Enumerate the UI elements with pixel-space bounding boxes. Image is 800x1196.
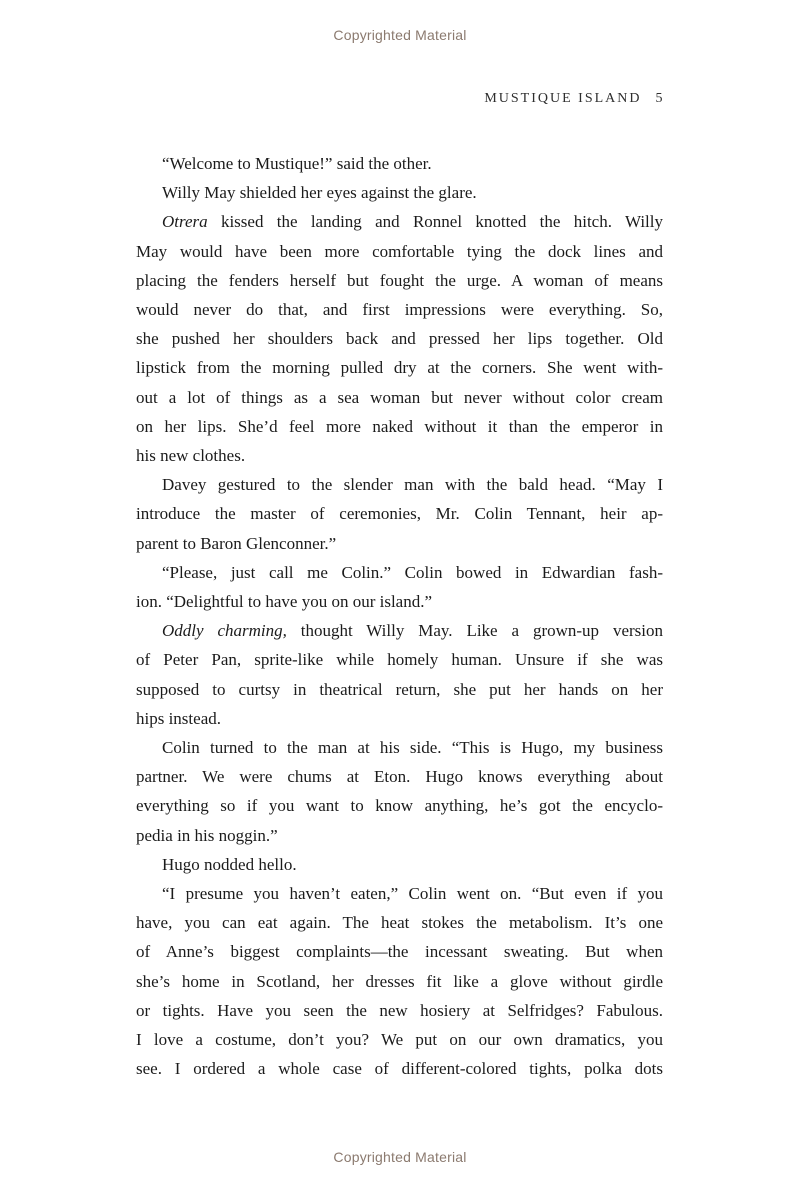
text-segment: hips instead. — [136, 708, 221, 728]
text-segment: kissed the landing and Ronnel knotted the hitch. Willy — [207, 212, 663, 232]
italic-text: Otrera — [162, 212, 208, 232]
text-line — [136, 207, 663, 236]
copyright-notice-bottom: Copyrighted Material — [333, 1149, 467, 1165]
text-segment: Willy May shielded her eyes against the glare. — [162, 183, 477, 203]
text-line — [136, 1054, 663, 1083]
body-text — [136, 149, 663, 1084]
text-segment: introduce the master of ceremonies, Mr. Colin Tennant, heir ap- — [136, 504, 663, 524]
text-line — [136, 499, 663, 528]
text-line — [136, 266, 663, 295]
text-segment: “Welcome to Mustique!” said the other. — [162, 154, 432, 173]
text-line — [136, 441, 663, 470]
running-header — [136, 91, 663, 107]
text-line — [136, 879, 663, 908]
text-segment: his new clothes. — [136, 446, 246, 466]
text-line — [136, 616, 663, 645]
text-segment: of Anne’s biggest complaints—the incessant sweating. But when — [136, 942, 663, 962]
text-line — [136, 821, 663, 850]
text-segment: thought Willy May. Like a grown-up version — [286, 621, 663, 641]
text-segment: placing the fenders herself but fought the urge. A woman of means — [136, 270, 663, 290]
paragraph — [136, 558, 663, 616]
paragraph — [136, 850, 663, 879]
text-line — [136, 850, 663, 879]
text-line — [136, 412, 663, 441]
paragraph — [136, 178, 663, 207]
text-line — [136, 733, 663, 762]
text-line — [136, 587, 663, 616]
text-segment: or tights. Have you seen the new hosiery at Selfridges? Fabulous. — [136, 1000, 663, 1020]
paragraph — [136, 616, 663, 733]
text-segment: lipstick from the morning pulled dry at the corners. She went with- — [136, 358, 663, 378]
text-segment: of Peter Pan, sprite-like while homely human. Unsure if she was — [136, 650, 663, 670]
text-line — [136, 353, 663, 382]
text-segment: “Please, just call me Colin.” Colin bowed in Edwardian fash- — [162, 562, 663, 582]
text-line — [136, 383, 663, 412]
text-segment: supposed to curtsy in theatrical return, she put her hands on her — [136, 679, 663, 699]
text-segment: would never do that, and first impressions were everything. So, — [136, 300, 663, 320]
text-segment: she pushed her shoulders back and pressed her lips together. Old — [136, 329, 663, 349]
italic-text: Oddly charming, — [162, 621, 287, 641]
text-segment: I love a costume, don’t you? We put on our own dramatics, you — [136, 1030, 663, 1050]
paragraph — [136, 470, 663, 558]
text-segment: have, you can eat again. The heat stokes the metabolism. It’s one — [136, 913, 663, 933]
text-line — [136, 675, 663, 704]
text-line — [136, 762, 663, 791]
text-line — [136, 558, 663, 587]
copyright-notice-top: Copyrighted Material — [333, 27, 467, 43]
text-segment: partner. We were chums at Eton. Hugo knows everything about — [136, 767, 663, 787]
text-segment: she’s home in Scotland, her dresses fit like a glove without girdle — [136, 971, 663, 991]
text-line — [136, 149, 663, 178]
book-title: MUSTIQUE ISLAND — [484, 91, 642, 106]
text-segment: Hugo nodded hello. — [162, 854, 297, 874]
text-line — [136, 178, 663, 207]
page-number: 5 — [655, 91, 663, 106]
text-line — [136, 704, 663, 733]
text-segment: May would have been more comfortable tying the dock lines and — [136, 241, 663, 261]
text-line — [136, 1025, 663, 1054]
text-segment: out a lot of things as a sea woman but never without color cream — [136, 387, 663, 407]
paragraph — [136, 207, 663, 470]
text-segment: on her lips. She’d feel more naked without it than the emperor in — [136, 416, 663, 436]
text-line — [136, 529, 663, 558]
paragraph — [136, 733, 663, 850]
text-line — [136, 908, 663, 937]
text-line — [136, 295, 663, 324]
text-segment: see. I ordered a whole case of different-colored tights, polka dots — [136, 1059, 663, 1079]
text-segment: parent to Baron Glenconner.” — [136, 533, 337, 553]
text-segment: Colin turned to the man at his side. “This is Hugo, my business — [162, 738, 663, 758]
text-segment: pedia in his noggin.” — [136, 825, 278, 845]
text-segment: “I presume you haven’t eaten,” Colin went on. “But even if you — [162, 884, 663, 904]
text-line — [136, 237, 663, 266]
text-line — [136, 645, 663, 674]
text-line — [136, 996, 663, 1025]
text-segment: Davey gestured to the slender man with the bald head. “May I — [162, 475, 663, 495]
text-segment: everything so if you want to know anything, he’s got the encyclo- — [136, 796, 663, 816]
paragraph — [136, 149, 663, 178]
text-line — [136, 967, 663, 996]
text-line — [136, 324, 663, 353]
text-line — [136, 791, 663, 820]
text-line — [136, 470, 663, 499]
text-line — [136, 937, 663, 966]
text-segment: ion. “Delightful to have you on our island.” — [136, 592, 433, 612]
paragraph — [136, 879, 663, 1083]
